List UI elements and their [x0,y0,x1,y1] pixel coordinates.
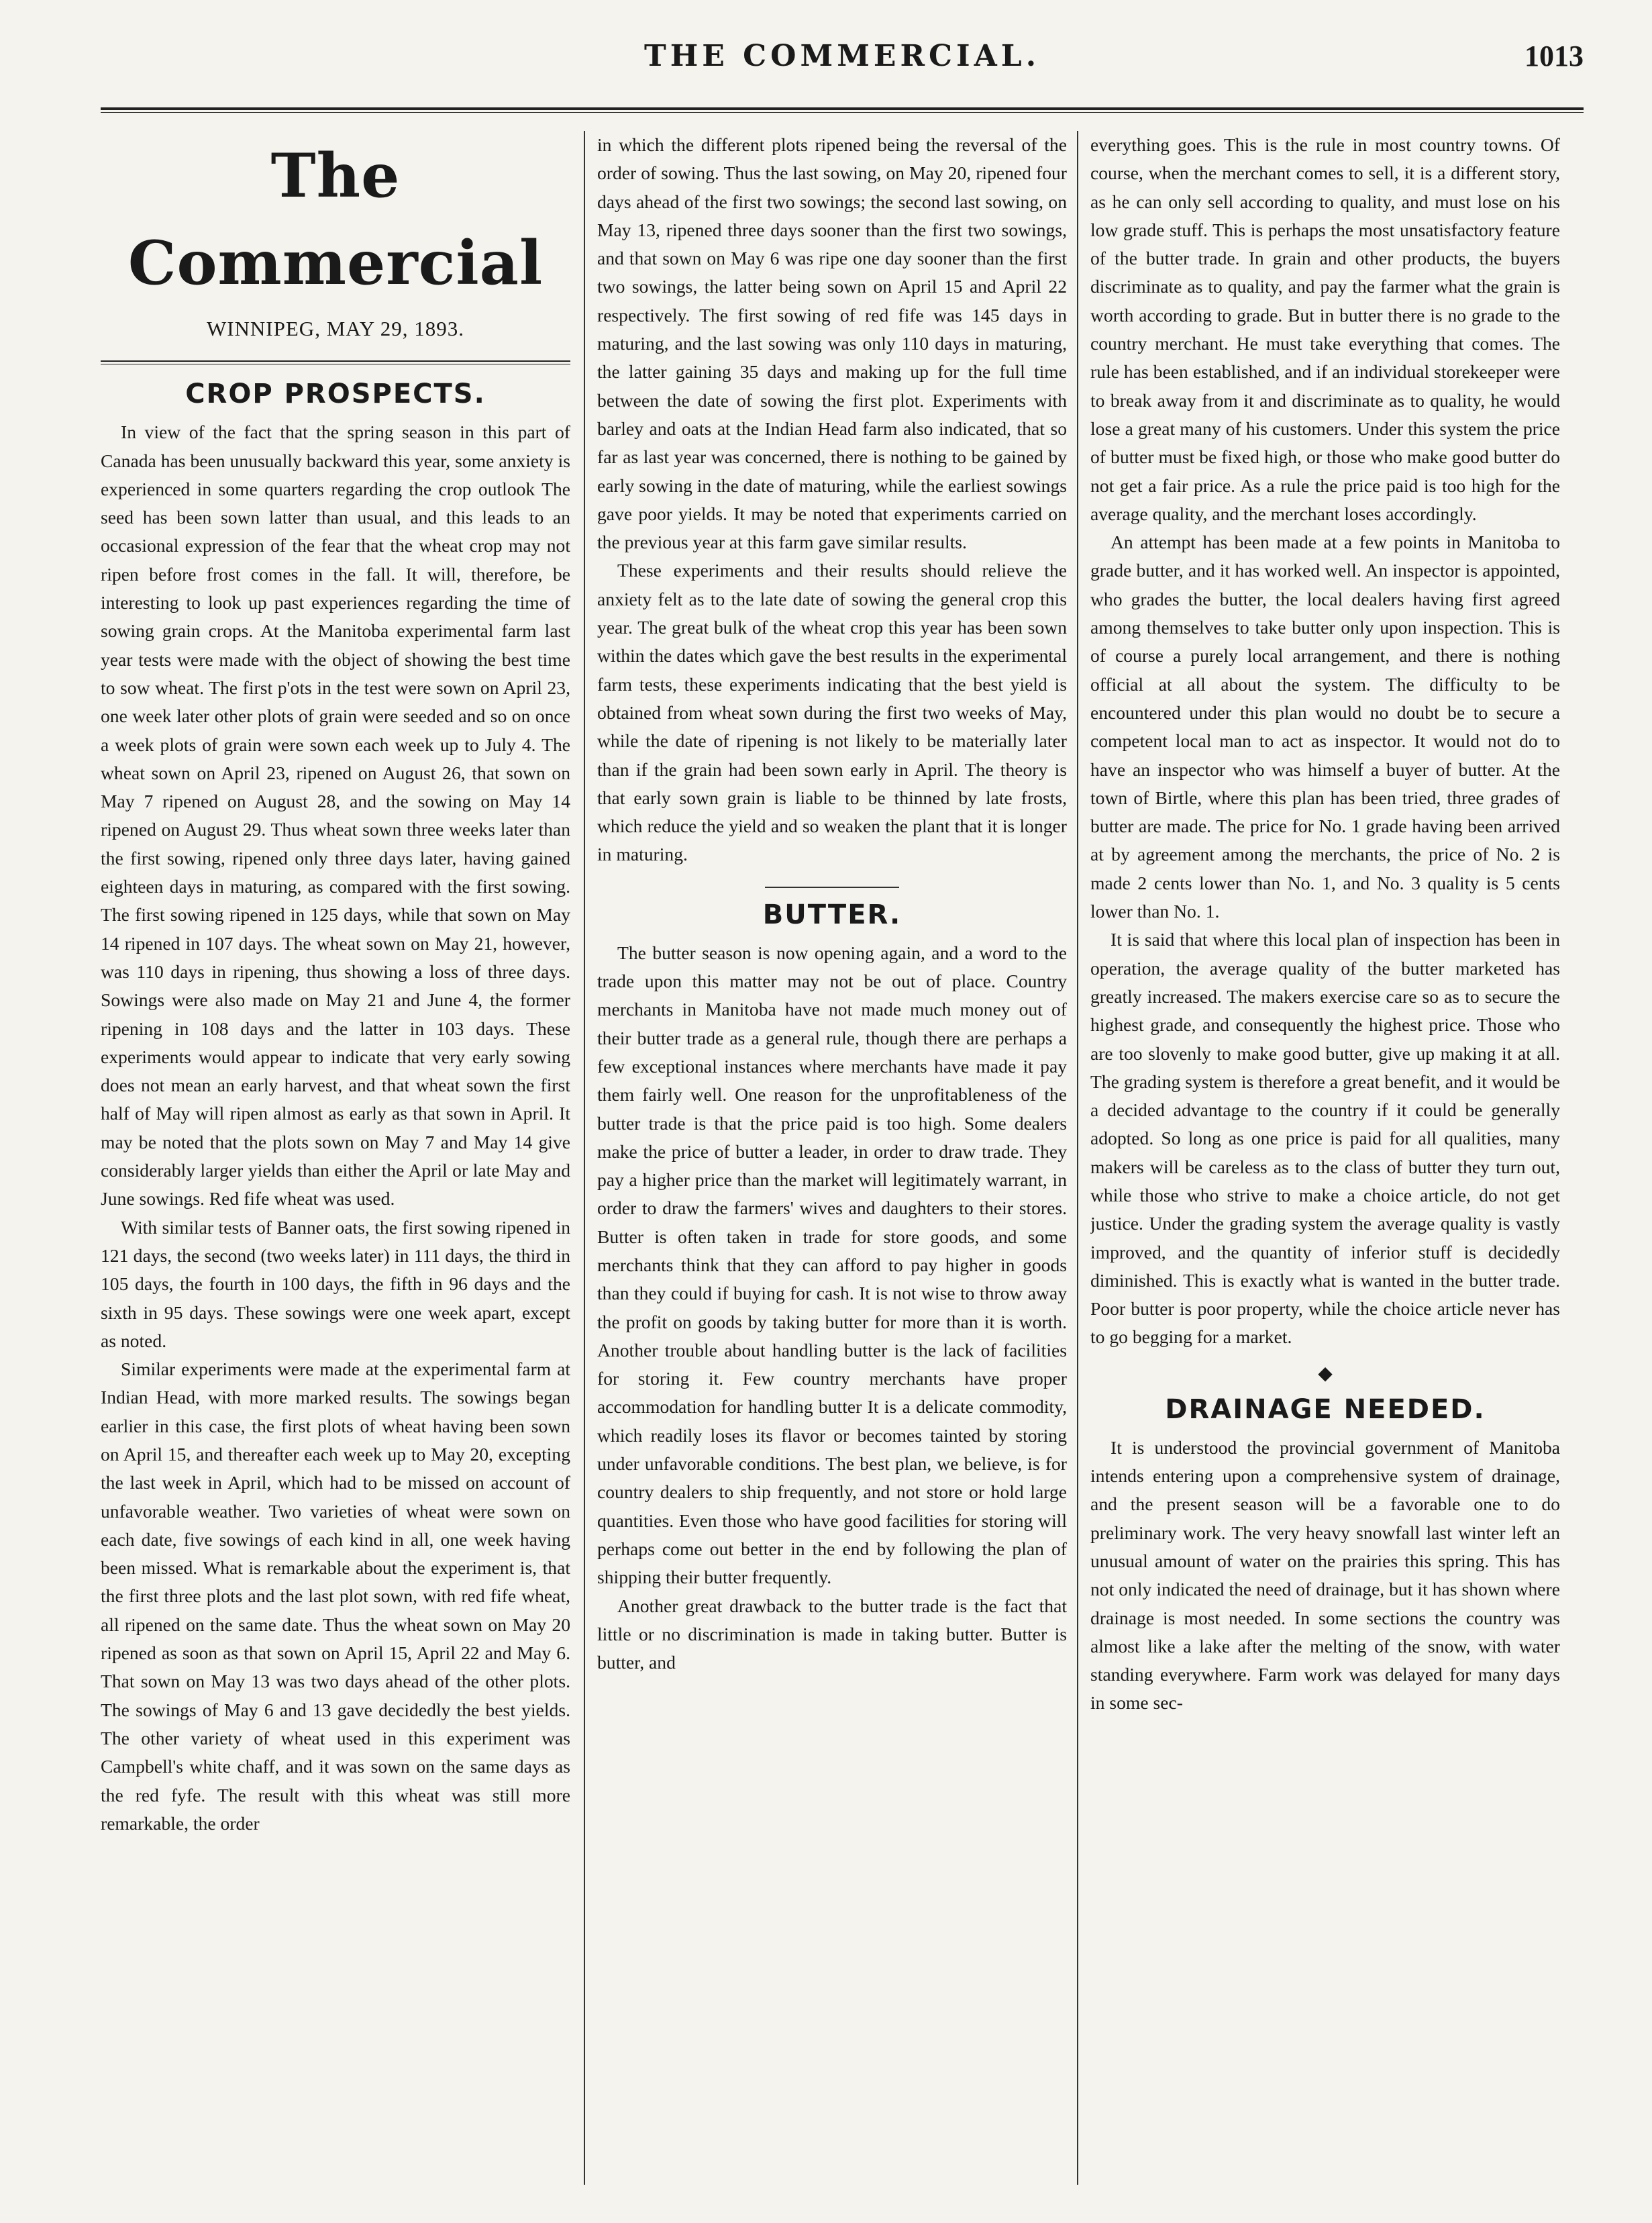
header-rule [101,107,1584,113]
drainage-paragraph: It is understood the provincial government of Manitoba intends entering upon a comprehensive system of drainage, and the present season will be a favorable one to do preliminary work. The very heavy snowfall last winter left an unusual amount of water on the prairies this spring. This has not only indicated the need of drainage, but it has shown where drainage is most needed. In some sections the country was almost like a lake after the melting of the snow, with water standing everywhere. Farm work was delayed for many days in some sec- [1090,1436,1560,1714]
page-number: 1013 [1525,40,1584,72]
running-title: THE COMMERCIAL. [643,39,1041,73]
column-divider [1077,131,1078,2185]
section-separator [765,887,899,888]
butter-heading: BUTTER. [762,899,902,930]
column-divider [584,131,585,2185]
crop-paragraph: With similar tests of Banner oats, the first sowing ripened in 121 days, the second (two weeks later) in 111 days, the third in 105 days, the fourth in 100 days, the fifth in 96 days and the sixth in 95 days. These sowings were one week apart, except as noted. [101,1216,570,1351]
column-1 [101,131,570,2185]
butter-paragraph: everything goes. This is the rule in most country towns. Of course, when the merchant comes to sell, it is a different story, as he can only sell according to quality, and must lose on his low grade stuff. This is perhaps the most unsatisfactory feature of the butter trade. In grain and other products, the buyers discriminate as to quality, and pay the farmer what the grain is worth according to grade. But in butter there is no grade to the country merchant. He must take everything that comes. The rule has been established, and if an individual storekeeper were to break away from it and discriminate as to quality, he would lose a great many of his customers. Under this system the price of butter must be fixed high, or those who make good butter do not get a fair price. As a rule the price paid is too high for the average quality, and the merchant loses accordingly. [1090,134,1560,524]
drainage-heading: DRAINAGE NEEDED. [1165,1393,1486,1425]
masthead-title: The Commercial [127,140,544,299]
crop-paragraph: In view of the fact that the spring season in this part of Canada has been unusually backward this year, some anxiety is experienced in some quarters regarding the crop outlook The seed has been sown latter than usual, and this leads to an occasional expression of the fear that the wheat crop may not ripen before frost comes in the fall. It will, therefore, be interesting to look up past experiences regarding the time of sowing grain crops. At the Manitoba experimental farm last year tests were made with the object of showing the best time to sow wheat. The first p'ots in the test were sown on April 23, one week later other plots of grain were seeded and so on once a week plots of grain were sown each week up to July 4. The wheat sown on April 23, ripened on August 26, that sown on May 7 ripened on August 28, and the sowing on May 14 ripened on August 29. Thus wheat sown three weeks later than the first sowing, ripened only three days later, having gained eighteen days in maturing, as compared with the first sowing. The first sowing ripened in 125 days, while that sown on May 14 ripened in 107 days. The wheat sown on May 21, however, was 110 days in ripening, thus showing a loss of three days. Sowings were also made on May 21 and June 4, the former ripening in 108 days and the latter in 103 days. These experiments would appear to indicate that very early sowing does not mean an early harvest, and that wheat sown the first half of May will ripen almost as early as that sown in April. It may be noted that the plots sown on May 7 and May 14 give considerably larger yields than either the April or late May and June sowings. Red fife wheat was used. [101,422,570,1209]
page-header [101,39,1584,113]
crop-prospects-heading: CROP PROSPECTS. [185,379,486,410]
column-3 [1090,131,1560,2185]
butter-paragraph: An attempt has been made at a few points in Manitoba to grade butter, and it has worked well. An inspector is appointed, who grades the butter, the local dealers having first agreed among themselves to take butter only upon inspection. This is of course a purely local arrangement, and there is nothing official at all about the system. The difficulty to be encountered under this plan would no doubt be to secure a competent local man to act as inspector. It would not do to have an inspector who was himself a buyer of butter. At the town of Birtle, where this plan has been tried, three grades of butter are made. The price for No. 1 grade having been arrived at by agreement among the merchants, the price of No. 2 is made 2 cents lower than No. 1, and No. 3 quality is 5 cents lower than No. 1. [1090,532,1560,922]
masthead-rule [101,360,570,364]
crop-paragraph: Similar experiments were made at the experimental farm at Indian Head, with more marked results. The sowings began earlier in this case, the first plots of wheat having been sown on April 15, and thereafter each week up to May 20, excepting the last week in April, which had to be missed on account of unfavorable weather. Two varieties of wheat were sown on each date, five sowings of each kind in all, one week having been missed. What is remarkable about the experiment is, that the first three plots and the last plot sown, with red fife wheat, all ripened on the same date. Thus the wheat sown on May 20 ripened as soon as that sown on April 15, April 22 and May 6. That sown on May 13 was two days ahead of the other plots. The sowings of May 6 and 13 gave decidedly the best yields. The other variety of wheat used in this experiment was Campbell's white chaff, and it was sown on the same days as the red fyfe. The result with this wheat was still more remarkable, the order [101,1358,570,1834]
section-ornament: ◆ [1318,1363,1333,1384]
butter-paragraph: It is said that where this local plan of inspection has been in operation, the average quality of the butter marketed has greatly increased. The makers exercise care so as to secure the highest grade, and consequently the highest price. Those who are too slovenly to make good butter, give up making it at all. The grading system is therefore a great benefit, and it would be a decided advantage to the country if it could be generally adopted. So long as one price is paid for all qualities, many makers will be careless as to the class of butter they turn out, while those who strive to make a choice article, do not get justice. Under the grading system the average quality is vastly improved, and the quantity of inferior stuff is decidedly diminished. This is exactly what is wanted in the butter trade. Poor butter is poor property, while the choice article never has to go begging for a market. [1090,929,1560,1348]
column-2 [597,131,1067,2185]
butter-paragraph: Another great drawback to the butter trade is the fact that little or no discrimination is made in taking butter. Butter is butter, and [597,1595,1067,1673]
dateline: WINNIPEG, MAY 29, 1893. [206,317,465,340]
butter-paragraph: The butter season is now opening again, and a word to the trade upon this matter may not be out of place. Country merchants in Manitoba have not made much money out of their butter trade as a general rule, though there are perhaps a few exceptional instances where merchants have made it pay them fairly well. One reason for the unprofitableness of the butter trade is that the price paid is too high. Some dealers make the price of butter a leader, in order to draw trade. They pay a higher price than the market will legitimately warrant, in order to draw the farmers' wives and daughters to their stores. Butter is often taken in trade for store goods, and some merchants think that they can afford to pay higher in goods than they could if buying for cash. It is not wise to throw away the profit on goods by taking butter for more than it is worth. Another trouble about handling butter is the lack of facilities for storing it. Few country merchants have proper accommodation for handling butter It is a delicate commodity, which readily loses its flavor or becomes tainted by storing under unfavorable conditions. The best plan, we believe, is for country dealers to ship frequently, and not store or hold large quantities. Even those who have good facilities for storing will perhaps come out better in the end by following the plan of shipping their butter frequently. [597,942,1067,1588]
crop-paragraph: These experiments and their results should relieve the anxiety felt as to the late date of sowing the general crop this year. The great bulk of the wheat crop this year has been sown within the dates which gave the best results in the experimental farm tests, these experiments indicating that the best yield is obtained from wheat sown during the first two weeks of May, while the date of ripening is not likely to be materially later than if the grain had been sown early in April. The theory is that early sown grain is liable to be thinned by late frosts, which reduce the yield and so weaken the plant that it is longer in maturing. [597,560,1067,865]
crop-paragraph: in which the different plots ripened being the reversal of the order of sowing. Thus the last sowing, on May 20, ripened four days ahead of the first two sowings; the second last sowing, on May 13, ripened three days sooner than the first two sowings, and that sown on May 6 was ripe one day sooner than the first two sowings, the latter being sown on April 15 and April 22 respectively. The first sowing of red fife was 145 days in maturing, and the last sowing was only 110 days in maturing, the latter gaining 35 days and making up for the full time between the date of sowing the first plot. Experiments with barley and oats at the Indian Head farm also indicated, that so far as last year was concerned, there is nothing to be gained by early sowing in the date of maturing, while the earliest sowings gave poor yields. It may be noted that experiments carried on the previous year at this farm gave similar results. [597,134,1067,553]
